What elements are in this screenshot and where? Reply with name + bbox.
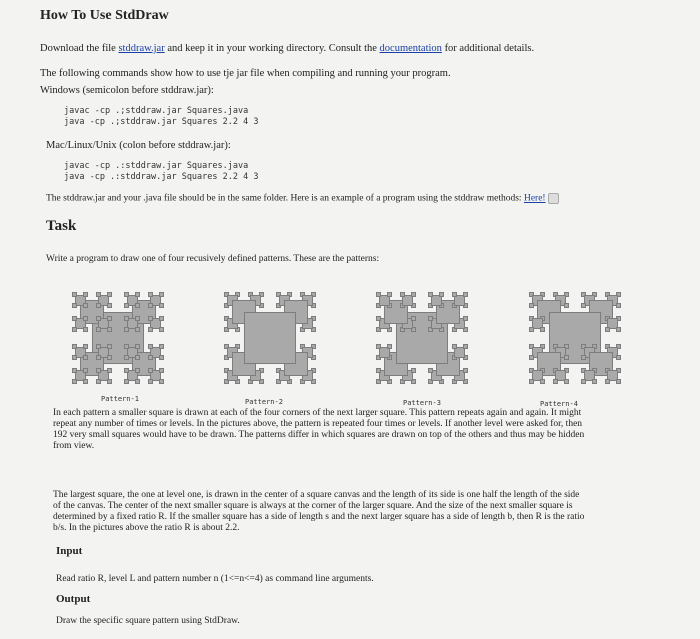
pattern-square	[159, 292, 164, 297]
pattern-square	[564, 355, 569, 360]
pattern-square	[148, 344, 153, 349]
task-intro: Write a program to draw one of four recusively defined patterns. These are the patterns:	[46, 254, 380, 264]
pattern-square	[72, 355, 77, 360]
pattern-square	[72, 327, 77, 332]
input-heading: Input	[56, 545, 83, 557]
pattern-square	[135, 327, 140, 332]
paragraph-1-line: from view.	[53, 441, 95, 451]
pattern-2-caption: Pattern-2	[245, 398, 283, 406]
pattern-square	[159, 344, 164, 349]
pattern-square	[564, 379, 569, 384]
stddraw-jar-link[interactable]: stddraw.jar	[118, 43, 165, 54]
pattern-square	[148, 327, 153, 332]
paragraph-2-line: b/s. In the pictures above the ratio R is about 2.2.	[53, 523, 240, 533]
pattern-square	[581, 303, 586, 308]
pattern-square	[72, 368, 77, 373]
pattern-square	[387, 292, 392, 297]
pattern-square	[376, 292, 381, 297]
pattern-square	[376, 316, 381, 321]
pattern-square	[244, 312, 296, 364]
pattern-square	[83, 344, 88, 349]
pattern-square	[135, 303, 140, 308]
pattern-square	[124, 379, 129, 384]
pattern-square	[107, 316, 112, 321]
pattern-square	[83, 368, 88, 373]
pattern-square	[376, 344, 381, 349]
pattern-square	[107, 327, 112, 332]
pattern-square	[96, 292, 101, 297]
pattern-square	[83, 292, 88, 297]
pattern-square	[616, 355, 621, 360]
pattern-square	[400, 292, 405, 297]
pattern-square	[107, 292, 112, 297]
pattern-square	[124, 303, 129, 308]
pattern-square	[135, 316, 140, 321]
pattern-square	[96, 368, 101, 373]
pattern-square	[148, 292, 153, 297]
pattern-square	[135, 368, 140, 373]
pattern-square	[605, 379, 610, 384]
windows-run-command: java -cp .;stddraw.jar Squares 2.2 4 3	[64, 117, 259, 127]
unix-run-command: java -cp .:stddraw.jar Squares 2.2 4 3	[64, 172, 259, 182]
pattern-square	[439, 292, 444, 297]
pattern-square	[96, 355, 101, 360]
intro-post: for additional details.	[441, 43, 535, 54]
pattern-square	[96, 344, 101, 349]
pattern-square	[581, 355, 586, 360]
pattern-2-figure	[210, 283, 330, 393]
pattern-4-figure	[515, 283, 635, 393]
pattern-square	[564, 303, 569, 308]
pattern-square	[135, 344, 140, 349]
pattern-square	[159, 316, 164, 321]
pattern-square	[463, 292, 468, 297]
paragraph-1-line: repeat any number of times or levels. In the pictures above, the pattern is repeated four times or levels. If another level were asked for, then	[53, 419, 583, 429]
intro-mid: and keep it in your working directory. Consult the	[164, 43, 380, 54]
paragraph-1-line: In each pattern a smaller square is drawn at each of the four corners of the next larger square. This pattern repeats again and again. It might	[53, 408, 582, 418]
pattern-square	[553, 379, 558, 384]
pattern-4-caption: Pattern-4	[540, 400, 578, 408]
pattern-square	[463, 344, 468, 349]
pattern-square	[605, 327, 610, 332]
here-link[interactable]: Here!	[523, 193, 546, 204]
pattern-square	[107, 303, 112, 308]
pattern-square	[463, 368, 468, 373]
commands-intro: The following commands show how to use tje jar file when compiling and running your program.	[40, 68, 451, 79]
pattern-square	[411, 292, 416, 297]
pattern-square	[452, 344, 457, 349]
unix-label: Mac/Linux/Unix (colon before stddraw.jar):	[46, 140, 231, 151]
pattern-square	[463, 316, 468, 321]
pattern-square	[159, 368, 164, 373]
pattern-square	[581, 379, 586, 384]
pattern-1-caption: Pattern-1	[101, 395, 139, 403]
pattern-3-figure	[362, 283, 482, 393]
input-description: Read ratio R, level L and pattern number n (1<=n<=4) as command line arguments.	[56, 574, 374, 584]
pattern-square	[387, 344, 392, 349]
same-folder-note	[46, 193, 559, 204]
pattern-square	[96, 327, 101, 332]
pattern-square	[376, 368, 381, 373]
pattern-square	[159, 327, 164, 332]
page-title: How To Use StdDraw	[40, 8, 169, 23]
pattern-square	[96, 303, 101, 308]
paragraph-2-line: of the canvas. The center of the next smaller square is always at the corner of the larger square. And the size of the next smaller square is	[53, 501, 573, 511]
pattern-square	[616, 303, 621, 308]
pattern-square	[135, 379, 140, 384]
pattern-square	[529, 303, 534, 308]
pattern-square	[428, 292, 433, 297]
pattern-square	[529, 327, 534, 332]
pattern-square	[124, 327, 129, 332]
task-heading: Task	[46, 218, 77, 234]
windows-compile-command: javac -cp .;stddraw.jar Squares.java	[64, 106, 249, 116]
pattern-square	[83, 355, 88, 360]
paragraph-canvas	[53, 490, 584, 534]
pattern-square	[529, 379, 534, 384]
paragraph-2-line: The largest square, the one at level one, is drawn in the center of a square canvas and the length of its side is one half the length of the side	[53, 490, 580, 500]
pattern-3-caption: Pattern-3	[403, 399, 441, 407]
pattern-square	[411, 368, 416, 373]
pattern-square	[83, 316, 88, 321]
pattern-square	[135, 292, 140, 297]
pattern-square	[148, 379, 153, 384]
pattern-square	[96, 316, 101, 321]
pattern-square	[83, 327, 88, 332]
pattern-square	[83, 379, 88, 384]
pattern-square	[148, 303, 153, 308]
same-folder-text: The stddraw.jar and your .java file should be in the same folder. Here is an example of a program using the stddraw methods:	[46, 193, 524, 204]
pattern-square	[616, 379, 621, 384]
pattern-1-figure	[58, 283, 178, 393]
pattern-square	[148, 355, 153, 360]
pattern-square	[72, 316, 77, 321]
paragraph-2-line: determined by a fixed ratio R. If the smaller square has a side of length s and the next larger square has a side of length b, then R is the ratio	[53, 512, 585, 522]
pattern-square	[452, 292, 457, 297]
pattern-square	[107, 379, 112, 384]
unix-compile-command: javac -cp .:stddraw.jar Squares.java	[64, 161, 249, 171]
pattern-square	[72, 379, 77, 384]
output-heading: Output	[56, 593, 91, 605]
pattern-square	[529, 355, 534, 360]
pattern-square	[83, 303, 88, 308]
intro-line	[40, 43, 534, 54]
pattern-square	[148, 368, 153, 373]
output-description: Draw the specific square pattern using StdDraw.	[56, 616, 240, 626]
pattern-square	[411, 316, 416, 321]
paragraph-1-line: 192 very small squares would have to be drawn. The patterns differ in which squares are drawn on top of the others and thus may be hidden	[53, 430, 585, 440]
pattern-square	[540, 327, 545, 332]
pattern-square	[107, 344, 112, 349]
pattern-square	[72, 344, 77, 349]
pattern-square	[616, 327, 621, 332]
pattern-square	[135, 355, 140, 360]
pattern-square	[124, 368, 129, 373]
pattern-square	[124, 292, 129, 297]
pattern-square	[124, 344, 129, 349]
pattern-square	[159, 379, 164, 384]
paragraph-patterns	[53, 408, 584, 452]
pattern-square	[540, 379, 545, 384]
pattern-square	[159, 303, 164, 308]
pattern-square	[124, 355, 129, 360]
pattern-square	[148, 316, 153, 321]
documentation-link[interactable]: documentation	[379, 43, 442, 54]
pattern-square	[72, 303, 77, 308]
pattern-square	[124, 316, 129, 321]
pattern-square	[72, 292, 77, 297]
windows-label: Windows (semicolon before stddraw.jar):	[40, 85, 214, 96]
pattern-square	[428, 368, 433, 373]
intro-pre: Download the file	[40, 43, 119, 54]
pattern-square	[592, 379, 597, 384]
pattern-square	[107, 368, 112, 373]
pattern-square	[159, 355, 164, 360]
pattern-square	[107, 355, 112, 360]
external-link-icon[interactable]	[548, 193, 559, 204]
pattern-square	[428, 316, 433, 321]
pattern-square	[96, 379, 101, 384]
